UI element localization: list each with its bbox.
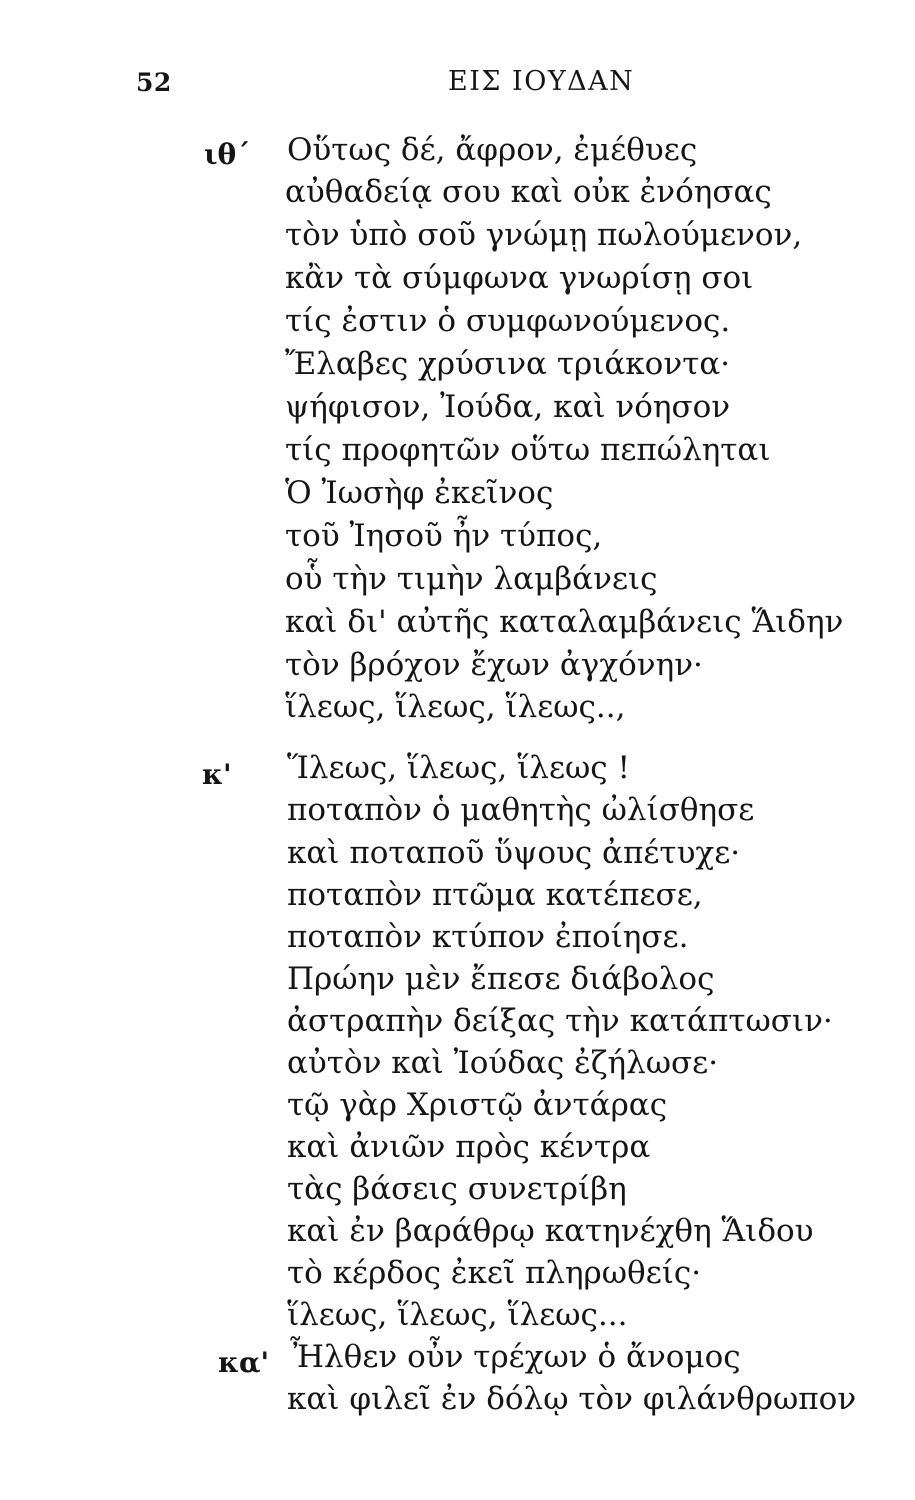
verse-line: καὶ ποταποῦ ὕψους ἀπέτυχε· bbox=[287, 835, 741, 871]
verse-line: αὐτὸν καὶ Ἰούδας ἐζήλωσε· bbox=[287, 1045, 719, 1081]
verse-line: καὶ ἐν βαράθρῳ κατηνέχθη Ἅιδου bbox=[287, 1213, 814, 1249]
verse-line: ψήφισον, Ἰούδα, καὶ νόησον bbox=[285, 389, 731, 425]
verse-line: ἵλεως, ἵλεως, ἵλεως... bbox=[287, 1297, 628, 1333]
verse-line: οὗ τὴν τιμὴν λαμβάνεις bbox=[285, 561, 658, 597]
stanza-number: κα' bbox=[218, 1346, 270, 1379]
stanza-number: ιθ΄ bbox=[204, 138, 251, 171]
verse-line: Ὁ Ἰωσὴφ ἐκεῖνος bbox=[285, 475, 554, 511]
verse-line: ποταπὸν κτύπον ἐποίησε. bbox=[287, 919, 689, 955]
verse-line: τίς προφητῶν οὕτω πεπώληται bbox=[285, 432, 771, 468]
verse-line: καὶ δι' αὐτῆς καταλαμβάνεις Ἅιδην bbox=[285, 604, 844, 640]
verse-line: τὸν βρόχον ἔχων ἀγχόνην· bbox=[285, 647, 703, 683]
verse-line: Πρώην μὲν ἔπεσε διάβολος bbox=[287, 961, 715, 997]
verse-line: τὰς βάσεις συνετρίβη bbox=[287, 1171, 627, 1207]
verse-line: Ἵλεως, ἵλεως, ἵλεως ! bbox=[287, 750, 630, 786]
verse-line: τίς ἐστιν ὁ συμφωνούμενος. bbox=[285, 303, 731, 339]
verse-line: τῷ γὰρ Χριστῷ ἀντάρας bbox=[287, 1087, 668, 1123]
verse-line: τοῦ Ἰησοῦ ἦν τύπος, bbox=[285, 518, 603, 554]
verse-line: ποταπὸν πτῶμα κατέπεσε, bbox=[287, 877, 703, 913]
verse-line: κἂν τὰ σύμφωνα γνωρίσῃ σοι bbox=[285, 260, 754, 296]
verse-line: τὸ κέρδος ἐκεῖ πληρωθείς· bbox=[287, 1255, 702, 1291]
stanza-number: κ' bbox=[202, 758, 232, 791]
verse-line: τὸν ὑπὸ σοῦ γνώμῃ πωλούμενον, bbox=[285, 217, 803, 253]
verse-line: Οὕτως δέ, ἄφρον, ἐμέθυες bbox=[287, 132, 698, 168]
verse-line: ἵλεως, ἵλεως, ἵλεως.., bbox=[285, 689, 626, 725]
verse-line: Ἦλθεν οὖν τρέχων ὁ ἄνομος bbox=[290, 1339, 741, 1375]
verse-line: ἀστραπὴν δείξας τὴν κατάπτωσιν· bbox=[287, 1003, 833, 1039]
verse-line: καὶ ἀνιῶν πρὸς κέντρα bbox=[287, 1129, 651, 1165]
verse-line: καὶ φιλεῖ ἐν δόλῳ τὸν φιλάνθρωπον bbox=[287, 1381, 857, 1417]
page-number: 52 bbox=[136, 68, 172, 97]
verse-line: Ἔλαβες χρύσινα τριάκοντα· bbox=[285, 346, 731, 382]
verse-line: ποταπὸν ὁ μαθητὴς ὠλίσθησε bbox=[287, 792, 755, 828]
verse-line: αὐθαδείᾳ σου καὶ οὐκ ἐνόησας bbox=[285, 174, 772, 210]
running-title: ΕΙΣ ΙΟΥΔΑΝ bbox=[448, 66, 635, 97]
